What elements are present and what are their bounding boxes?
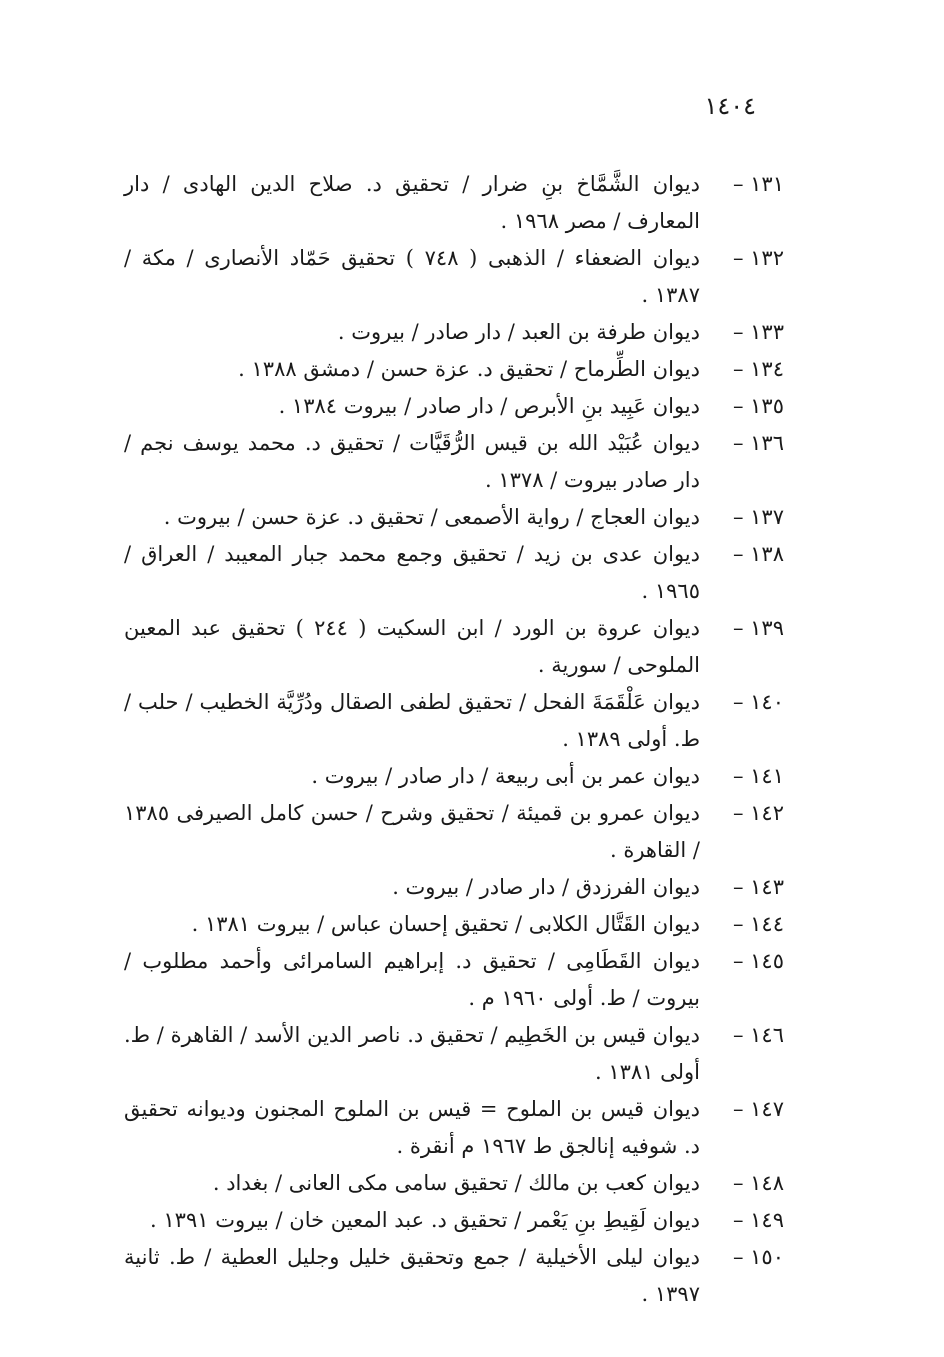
list-item (124, 758, 784, 795)
entry-number: ١٥٠ – (732, 1245, 784, 1269)
list-item (124, 906, 784, 943)
entry-text: ديوان العجاج / رواية الأصمعى / تحقيق د. عزة حسن / بيروت . (163, 505, 700, 529)
entry-text: ديوان عَلْقَمَةَ الفحل / تحقيق لطفى الصقال ودُرِّيَّة الخطيب / حلب / ط. أولى ١٣٨٩ . (124, 690, 700, 751)
entry-number: ١٣٤ – (732, 357, 784, 381)
entry-text: ديوان عُبَيْد الله بن قيس الرُّقَيَّات / تحقيق د. محمد يوسف نجم / دار صادر بيروت / ١٣٧٨ . (124, 431, 700, 492)
entry-text: ديوان الطِّرماح / تحقيق د. عزة حسن / دمشق ١٣٨٨ . (238, 357, 700, 381)
entry-number: ١٤٨ – (732, 1171, 784, 1195)
entry-number: ١٣٢ – (732, 246, 784, 270)
entry-number: ١٣٩ – (732, 616, 784, 640)
list-item (124, 536, 784, 610)
entry-number: ١٣٨ – (732, 542, 784, 566)
entry-number: ١٤٦ – (732, 1023, 784, 1047)
entry-text: ديوان قيس بن الملوح = قيس بن الملوح المجنون وديوانه تحقيق د. شوفيه إنالجق ط ١٩٦٧ م أنقرة . (124, 1097, 700, 1158)
entry-text: ديوان عمرو بن قميئة / تحقيق وشرح / حسن كامل الصيرفى ١٣٨٥ / القاهرة . (124, 801, 700, 862)
entry-text: ديوان قيس بن الخَطِيم / تحقيق د. ناصر الدين الأسد / القاهرة / ط. أولى ١٣٨١ . (124, 1023, 700, 1084)
entry-number: ١٣٧ – (732, 505, 784, 529)
entry-number: ١٤٣ – (732, 875, 784, 899)
entry-number: ١٣٦ – (732, 431, 784, 455)
entry-text: ديوان القَطَامِى / تحقيق د. إبراهيم السامرائى وأحمد مطلوب / بيروت / ط. أولى ١٩٦٠ م . (124, 949, 700, 1010)
list-item (124, 1017, 784, 1091)
entry-number: ١٤٢ – (732, 801, 784, 825)
entry-number: ١٣٥ – (732, 394, 784, 418)
entry-number: ١٣١ – (732, 172, 784, 196)
entry-text: ديوان طرفة بن العبد / دار صادر / بيروت . (337, 320, 700, 344)
list-item (124, 1091, 784, 1165)
entry-number: ١٤٤ – (732, 912, 784, 936)
entry-text: ديوان لَقِيطِ بنِ يَعْمر / تحقيق د. عبد المعين خان / بيروت ١٣٩١ . (150, 1208, 700, 1232)
list-item (124, 388, 784, 425)
list-item (124, 684, 784, 758)
entry-text: ديوان عدى بن زيد / تحقيق وجمع محمد جبار المعيبد / العراق / ١٩٦٥ . (124, 542, 700, 603)
entry-text: ديوان عَبِيد بنِ الأبرص / دار صادر / بيروت ١٣٨٤ . (278, 394, 700, 418)
entry-text: ديوان القَتَّال الكلابى / تحقيق إحسان عباس / بيروت ١٣٨١ . (191, 912, 700, 936)
entry-text: ديوان عروة بن الورد / ابن السكيت ( ٢٤٤ ) تحقيق عبد المعين الملوحى / سورية . (124, 616, 700, 677)
entry-text: ديوان كعب بن مالك / تحقيق سامى مكى العانى / بغداد . (212, 1171, 700, 1195)
list-item (124, 610, 784, 684)
list-item (124, 1202, 784, 1239)
entry-number: ١٤٠ – (732, 690, 784, 714)
page-number: ١٤٠٤ (704, 92, 756, 120)
entry-number: ١٤٧ – (732, 1097, 784, 1121)
list-item (124, 425, 784, 499)
entry-number: ١٤٩ – (732, 1208, 784, 1232)
list-item (124, 240, 784, 314)
list-item (124, 351, 784, 388)
entry-text: ديوان عمر بن أبى ربيعة / دار صادر / بيروت . (311, 764, 700, 788)
entry-text: ديوان الشَّمَّاخ بنِ ضرار / تحقيق د. صلاح الدين الهادى / دار المعارف / مصر ١٩٦٨ . (124, 172, 700, 233)
entry-number: ١٣٣ – (732, 320, 784, 344)
list-item (124, 166, 784, 240)
entry-text: ديوان الفرزدق / دار صادر / بيروت . (392, 875, 700, 899)
list-item (124, 1165, 784, 1202)
list-item (124, 314, 784, 351)
entry-text: ديوان ليلى الأخيلية / جمع وتحقيق خليل وجليل العطية / ط. ثانية ١٣٩٧ . (124, 1245, 700, 1306)
list-item (124, 1239, 784, 1313)
list-item (124, 943, 784, 1017)
entry-number: ١٤١ – (732, 764, 784, 788)
entry-text: ديوان الضعفاء / الذهبى ( ٧٤٨ ) تحقيق حَمّاد الأنصارى / مكة / ١٣٨٧ . (124, 246, 701, 307)
entry-number: ١٤٥ – (732, 949, 784, 973)
list-item (124, 795, 784, 869)
bibliography-list (124, 166, 784, 1313)
list-item (124, 869, 784, 906)
list-item (124, 499, 784, 536)
